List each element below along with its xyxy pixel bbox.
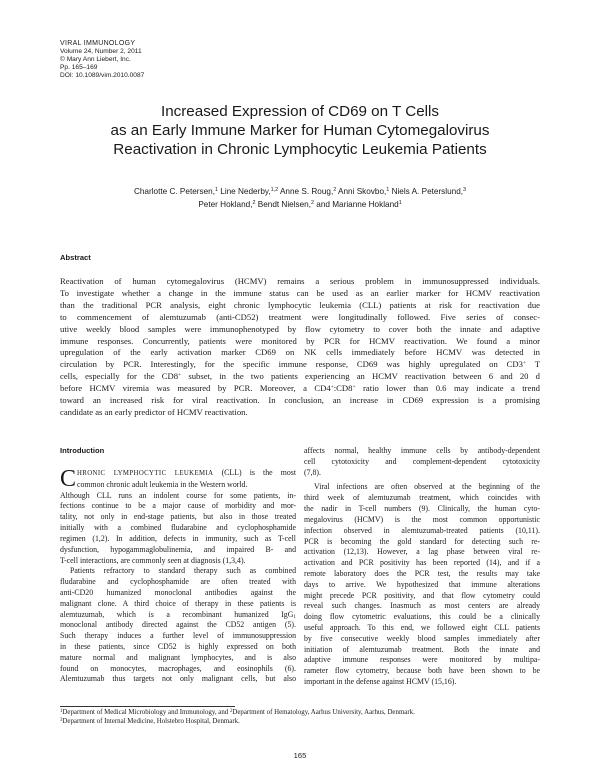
text-run: circulation by PCR. Interestingly, for the specific immune response, CD69 was highly upregulated on CD3 — [60, 359, 523, 370]
article-title — [40, 103, 560, 159]
body-line: Patients refractory to standard therapy such as combined — [70, 566, 296, 576]
title-line-3: Reactivation in Chronic Lymphocytic Leukemia Patients — [113, 140, 487, 158]
body-line: mature normal and malignant lymphocytes, and is also — [60, 652, 296, 662]
abstract-line: To investigate whether a change in the immune status can be used as an earlier marker for HCMV reactivation — [60, 287, 540, 298]
text-run: ratio lower than 0.6 may indicate a trend — [355, 383, 540, 394]
author-name: and Marianne Hokland — [314, 200, 399, 209]
body-line: monoclonal antibody directed against the CD52 antigen (5). — [60, 620, 296, 630]
footnote-divider — [60, 706, 235, 707]
body-line: initially with a combined fludarabine and cyclophosphamide — [60, 523, 296, 533]
body-line: fludarabine and cyclophosphamide are often treated with — [60, 577, 296, 587]
body-line: in these patients, since CD52 is highly expressed on both — [60, 642, 296, 651]
body-line: regimen (1,2). In addition, defects in immunity, such as T-cell — [60, 533, 296, 543]
body-column-left — [60, 446, 296, 685]
body-line: megalovirus (HCMV) is the most common opportunistic — [304, 514, 540, 524]
drop-cap: C — [60, 466, 77, 492]
text-run: (CLL) is the most — [213, 468, 296, 477]
footnote-mark: 1 — [60, 709, 63, 714]
footnote-text: Department of Medical Microbiology and Immunology, and — [62, 709, 230, 716]
footnote-text: Department of Hematology, Aarhus University, Aarhus, Denmark. — [232, 709, 415, 716]
footnote-text: Department of Internal Medicine, Holstebro Hospital, Denmark. — [62, 717, 240, 725]
abstract-line: immune responses. Concurrently, patients were monitored by PCR for HCMV reactivation. We found a minor — [60, 335, 540, 346]
text-run: subset, in the two patients experiencing an HCMV reactivation between 6 and 20 d — [181, 371, 540, 382]
body-line: Alemtuzumab thus targets not only malignant cells, but also — [60, 674, 296, 684]
affiliation-mark: 2 — [252, 200, 256, 206]
footnote-mark: 2 — [229, 709, 233, 714]
abstract-line: utive weekly blood samples were immunophenotyped by flow cytometry to cover both the innate and adaptive — [60, 323, 540, 334]
body-line: adaptive immune responses were monitored by multipa- — [304, 655, 540, 665]
abstract-body — [60, 276, 540, 419]
author-name: Peter Hokland, — [198, 200, 253, 209]
body-line: initiation of alemtuzumab treatment. Both the innate and — [304, 644, 540, 654]
small-caps-text: HRONIC LYMPHOCYTIC LEUKEMIA — [77, 470, 214, 477]
superscript: + — [178, 372, 182, 379]
body-line: might precede PCR positivity, and that flow cytometry could — [304, 590, 540, 600]
journal-doi: DOI: 10.1089/vim.2010.0087 — [60, 72, 145, 80]
abstract-line — [60, 359, 540, 371]
body-line: fections continue to be a major cause of morbidity and mor- — [60, 501, 296, 511]
abstract-line: than the traditional PCR analysis, eight chronic lymphocytic leukemia (CLL) patients at risk for reactivation due — [60, 299, 540, 310]
footnote-mark: 3 — [60, 717, 63, 723]
author-name: Charlotte C. Petersen, — [133, 187, 215, 196]
journal-pages: Pp. 165–169 — [60, 64, 98, 72]
body-line: dysfunction, hypogammaglobulinemia, and impaired B- and — [60, 544, 296, 554]
body-line: third week of alemtuzumab treatment, which coincides with — [304, 493, 540, 503]
text-run: before HCMV viremia was measured by PCR. Moreover, a CD4 — [60, 383, 331, 394]
journal-copyright: © Mary Ann Liebert, Inc. — [60, 56, 131, 64]
author-name: Niels A. Peterslund, — [389, 187, 464, 196]
intro-paragraph-2 — [60, 566, 296, 685]
body-line: affects normal, healthy immune cells by antibody-dependent — [304, 446, 540, 455]
body-line: doing flow cytometric evaluations, this could be a clinically — [304, 612, 540, 622]
affiliation-mark: 1 — [386, 187, 390, 193]
body-line: days to arrive. We hypothesized that immune alterations — [304, 579, 540, 589]
abstract-line: Reactivation of human cytomegalovirus (HCMV) remains a serious problem in immunosuppressed individuals. — [60, 276, 540, 286]
body-line: PCR is becoming the gold standard for detecting such re- — [304, 536, 540, 546]
body-line: (7,8). — [304, 467, 321, 477]
body-line: by five consecutive weekly blood samples immediately after — [304, 633, 540, 643]
affiliation-mark: 1,2 — [270, 187, 279, 193]
body-line: anti-CD20 humanized monoclonal antibodies against the — [60, 587, 296, 597]
body-line: Viral infections are often observed at the beginning of the — [314, 482, 540, 492]
page-number: 165 — [293, 751, 307, 760]
author-list — [40, 185, 560, 211]
text-run: alemtuzumab, which is a recombinant humanized IgG — [60, 609, 294, 619]
affiliation-mark: 1 — [398, 200, 402, 206]
footnote-line-2 — [60, 718, 415, 727]
body-line: Such therapy induces a further level of immunosuppression — [60, 631, 296, 641]
body-line: common chronic adult leukemia in the Western world. — [77, 479, 248, 489]
author-name: Anni Skovbo, — [336, 187, 387, 196]
body-line: malignant clone. A third choice of therapy in these patients is — [60, 598, 296, 608]
abstract-line: to commencement of alemtuzumab (anti-CD52) treatment were longitudinally followed. Five series of consec- — [60, 311, 540, 322]
introduction-heading: Introduction — [60, 446, 105, 455]
body-line: infection observed in alemtuzumab-treated patients (10,11). — [304, 525, 540, 535]
body-line: activation and PCR positivity has been reported (14), and if a — [304, 558, 540, 568]
journal-volume: Volume 24, Number 2, 2011 — [60, 48, 142, 56]
abstract-line: toward an increased risk for viral reactivation. In conclusion, an increase in CD69 expression is a promising — [60, 395, 540, 406]
body-line: the nadir in T-cell numbers (9). Clinically, the human cyto- — [304, 504, 540, 514]
text-run: cells, especially for the CD8 — [60, 371, 179, 382]
affiliation-footnotes — [60, 709, 415, 726]
superscript: + — [522, 360, 527, 367]
body-line: reveal such changes. Inasmuch as most centers are already — [304, 601, 540, 611]
text-run: T — [526, 359, 540, 370]
affiliation-mark: 1 — [214, 187, 218, 193]
superscript: + — [330, 384, 334, 391]
subscript: 1 — [293, 613, 296, 620]
body-line: rameter flow cytometry, because both have been shown to be — [304, 666, 540, 676]
journal-info — [60, 40, 144, 80]
superscript: + — [352, 384, 356, 391]
body-line: Although CLL runs an indolent course for some patients, in- — [60, 490, 296, 500]
body-line — [60, 468, 296, 480]
body-line: remote laboratory does the PCR test, the results may take — [304, 568, 540, 578]
author-name: Anne S. Roug, — [278, 187, 334, 196]
body-line: activation (12,13). However, a lag phase between viral re- — [304, 547, 540, 557]
abstract-heading: Abstract — [60, 253, 91, 262]
body-line: important in the defense against HCMV (15,16). — [304, 677, 457, 687]
body-line — [60, 610, 296, 621]
body-column-right — [304, 446, 540, 688]
title-line-1: Increased Expression of CD69 on T Cells — [160, 103, 440, 120]
affiliation-mark: 3 — [463, 187, 467, 193]
journal-name: VIRAL IMMUNOLOGY — [60, 40, 136, 47]
title-line-2: as an Early Immune Marker for Human Cytomegalovirus — [110, 121, 490, 139]
body-line: T-cell interactions, are commonly seen at diagnosis (1,3,4). — [60, 555, 246, 565]
author-line-2 — [40, 198, 560, 211]
body-line: tality, not only in end-stage patients, but also in those treated — [60, 512, 296, 522]
abstract-line: upregulation of the early activation marker CD69 on NK cells immediately before HCMV was detected in — [60, 347, 540, 358]
author-line-1 — [40, 185, 560, 198]
author-name: Line Nederby, — [217, 187, 271, 196]
body-line: found on monocytes, macrophages, and eosinophils (6). — [60, 663, 296, 673]
abstract-line — [60, 383, 540, 395]
footnote-line-1 — [60, 709, 415, 718]
author-name: Bendt Nielsen, — [255, 200, 312, 209]
affiliation-mark: 2 — [333, 187, 337, 193]
abstract-line — [60, 371, 540, 383]
abstract-line: candidate as an early predictor of HCMV reactivation. — [60, 406, 248, 417]
body-line: useful approach. To this end, we followed eight CLL patients — [304, 623, 540, 632]
text-run: :CD8 — [333, 383, 353, 394]
body-line: cell cytotoxicity and complement-dependent cytotoxicity — [304, 456, 540, 466]
intro-paragraph-1 — [60, 468, 296, 566]
affiliation-mark: 2 — [311, 200, 315, 206]
